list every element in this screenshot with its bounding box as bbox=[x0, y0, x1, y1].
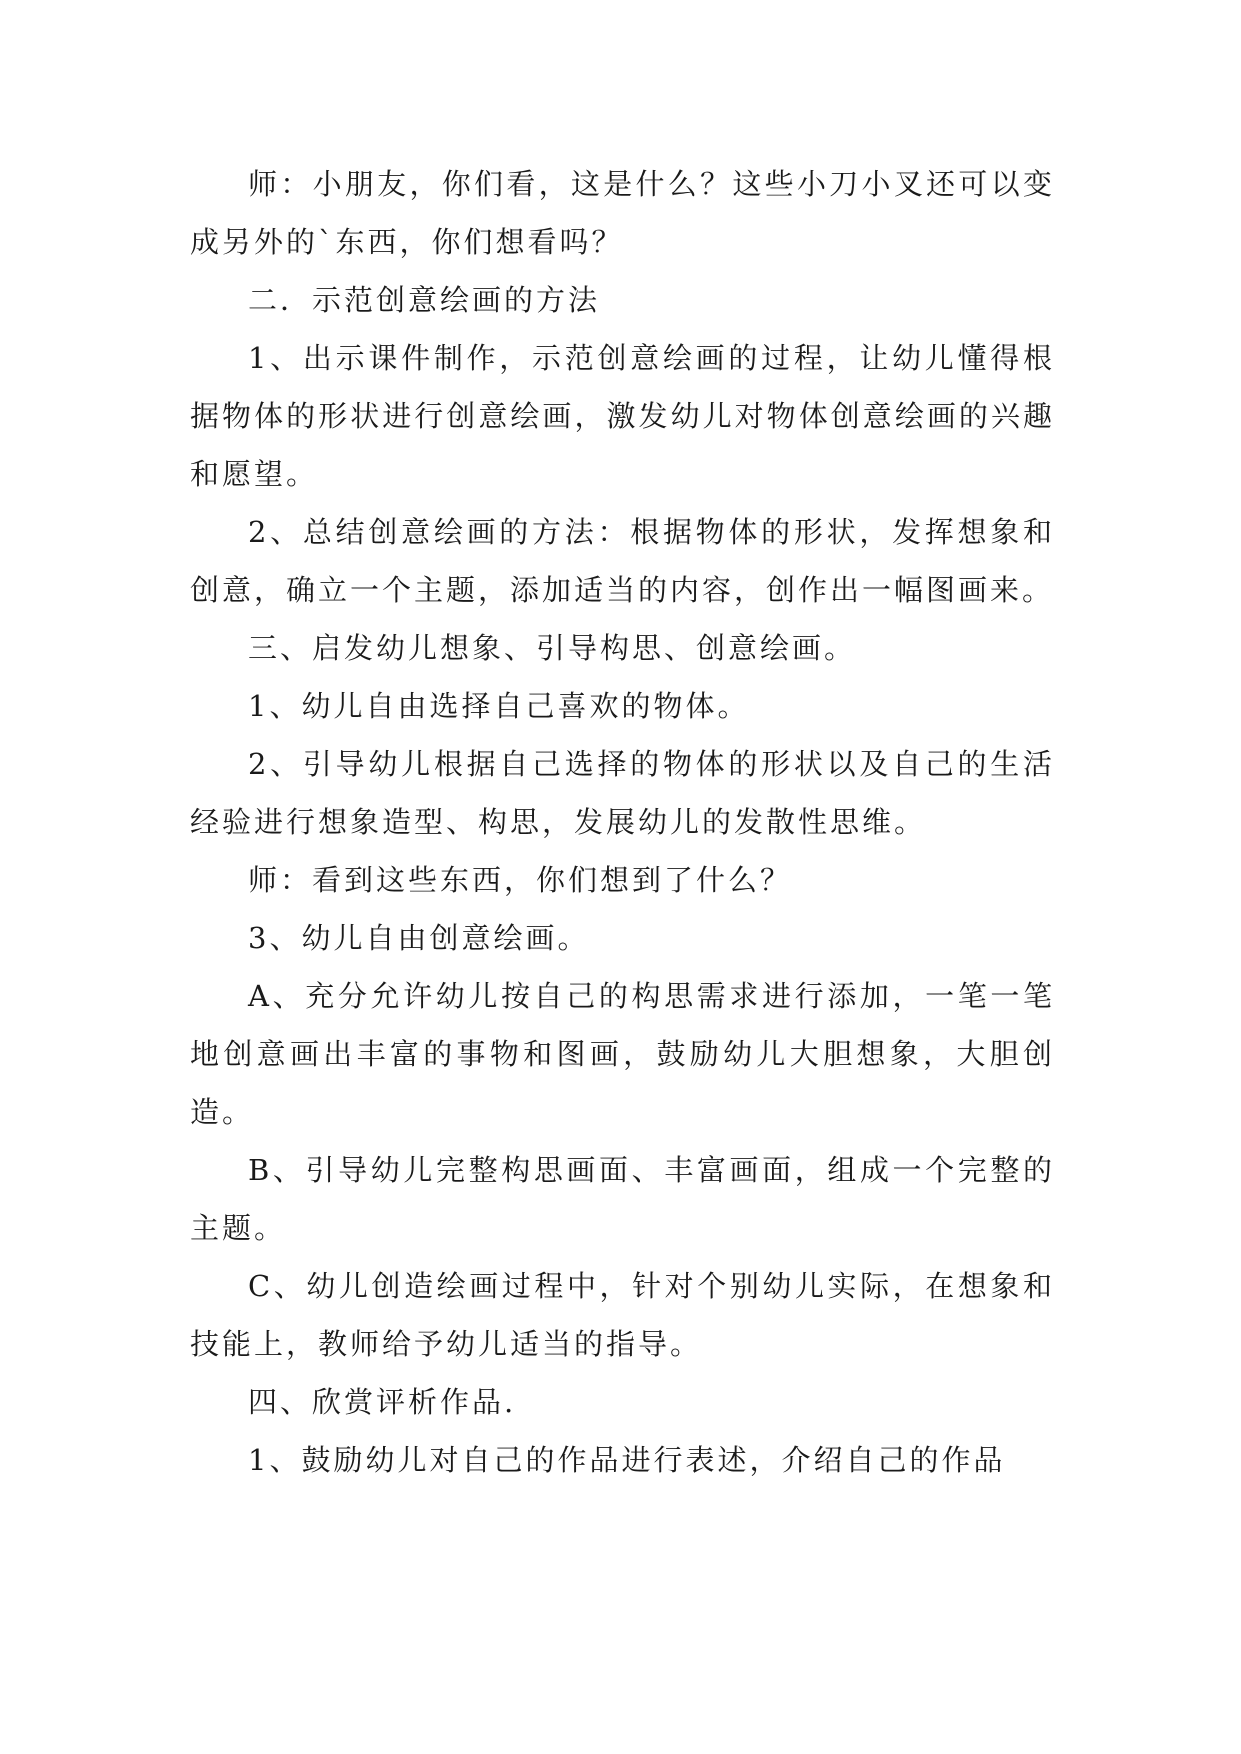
paragraph-teacher-prompt: 师：看到这些东西，你们想到了什么？ bbox=[248, 863, 793, 897]
paragraph-step-1: 1、出示课件制作，示范创意绘画的过程，让幼儿懂得根据物体的形状进行创意绘画，激发幼儿对物体创意绘画的兴趣和愿望。 bbox=[190, 341, 1055, 491]
paragraph-teacher-question: 师：小朋友，你们看，这是什么？这些小刀小叉还可以变成另外的`东西，你们想看吗？ bbox=[190, 167, 1055, 259]
paragraph-step-3-1: 1、幼儿自由选择自己喜欢的物体。 bbox=[248, 689, 750, 723]
paragraph-step-3-3: 3、幼儿自由创意绘画。 bbox=[248, 921, 590, 955]
section-heading-4: 四、欣赏评析作品. bbox=[248, 1385, 517, 1419]
paragraph-item-c: C、幼儿创造绘画过程中，针对个别幼儿实际，在想象和技能上，教师给予幼儿适当的指导。 bbox=[190, 1269, 1055, 1361]
document-body bbox=[190, 155, 1055, 1489]
paragraph-item-a: A、充分允许幼儿按自己的构思需求进行添加，一笔一笔地创意画出丰富的事物和图画，鼓励幼儿大胆想象，大胆创造。 bbox=[190, 979, 1055, 1129]
section-heading-2: 二．示范创意绘画的方法 bbox=[248, 283, 601, 317]
paragraph-step-4-1: 1、鼓励幼儿对自己的作品进行表述，介绍自己的作品 bbox=[248, 1443, 1006, 1477]
paragraph-step-2: 2、总结创意绘画的方法：根据物体的形状，发挥想象和创意，确立一个主题，添加适当的内容，创作出一幅图画来。 bbox=[190, 515, 1055, 607]
section-heading-3: 三、启发幼儿想象、引导构思、创意绘画。 bbox=[248, 631, 857, 665]
paragraph-item-b: B、引导幼儿完整构思画面、丰富画面，组成一个完整的主题。 bbox=[190, 1153, 1055, 1245]
paragraph-step-3-2: 2、引导幼儿根据自己选择的物体的形状以及自己的生活经验进行想象造型、构思，发展幼儿的发散性思维。 bbox=[190, 747, 1055, 839]
